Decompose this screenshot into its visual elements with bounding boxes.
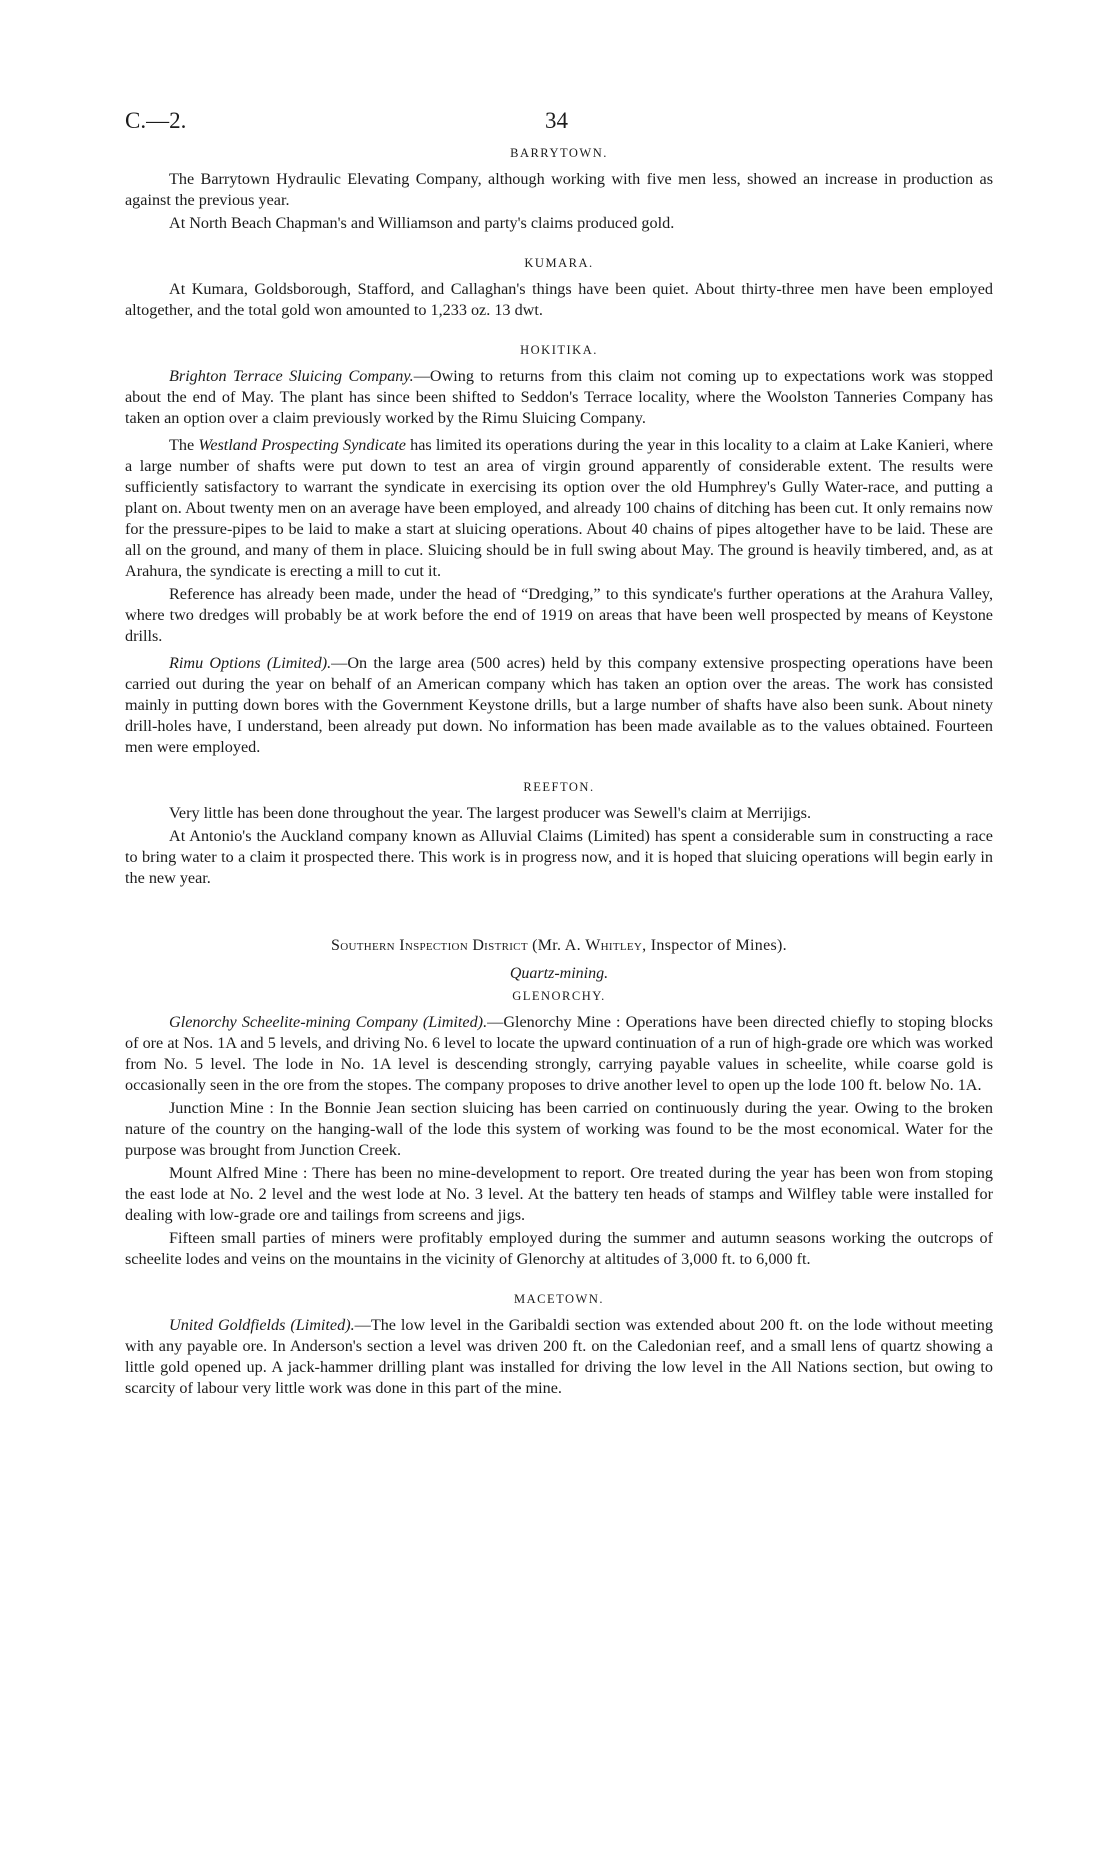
company-name: Glenorchy Scheelite-mining Company (Limited). <box>169 1013 488 1031</box>
paragraph: Mount Alfred Mine : There has been no mine-development to report. Ore treated during the year has been won from stoping the east lode at No. 2 level and the west lode at No. 3 level. At the battery ten heads of stamps and Wilfley table were installed for dealing with low-grade ore and tailings from screens and jigs. <box>125 1164 993 1224</box>
paragraph: The Barrytown Hydraulic Elevating Company, although working with five men less, showed an increase in production as against the previous year. <box>125 170 993 209</box>
paragraph: Fifteen small parties of miners were profitably employed during the summer and autumn seasons working the outcrops of scheelite lodes and veins on the mountains in the vicinity of Glenorchy at altitudes of 3,000 ft. to 6,000 ft. <box>125 1229 993 1268</box>
paragraph: The Westland Prospecting Syndicate has limited its operations during the year in this locality to a claim at Lake Kanieri, where a large number of shafts were put down to test an area of virgin ground apparently of considerable extent. The results were sufficiently satisfactory to warrant the syndicate in exercising its option over the old Humphrey's Gully Water-race, and putting a plant on. About twenty men on an average have been employed, and already 100 chains of ditching has been cut. It only remains now for the pressure-pipes to be laid to make a start at sluicing operations. About 40 chains of pipes altogether have to be laid. These are all on the ground, and many of them in place. Sluicing should be in full swing about May. The ground is heavily timbered, and, as at Arahura, the syndicate is erecting a mill to cut it. <box>125 436 994 580</box>
section-heading-macetown: MACETOWN. <box>513 1292 604 1306</box>
paragraph: At North Beach Chapman's and Williamson and party's claims produced gold. <box>169 214 675 232</box>
section-heading-reefton: REEFTON. <box>523 780 595 794</box>
paragraph: Very little has been done throughout the year. The largest producer was Sewell's claim at Merrijigs. <box>169 804 811 822</box>
paragraph: Junction Mine : In the Bonnie Jean section sluicing has been carried on continuously during the year. Owing to the broken nature of the country on the hanging-wall of the lode this system of working was found to be the most economical. Water for the purpose was brought from Junction Creek. <box>125 1099 993 1159</box>
company-name: Westland Prospecting Syndicate <box>198 436 406 454</box>
document-page <box>125 108 993 1401</box>
paragraph: Reference has already been made, under the head of “Dredging,” to this syndicate's further operations at the Arahura Valley, where two dredges will probably be at work before the end of 1919 on areas that have been well prospected by means of Keystone drills. <box>125 585 993 645</box>
company-name: Rimu Options (Limited). <box>169 654 332 672</box>
paragraph: At Kumara, Goldsborough, Stafford, and Callaghan's things have been quiet. About thirty-three men have been employed altogether, and the total gold won amounted to 1,233 oz. 13 dwt. <box>125 280 993 319</box>
paragraph: United Goldfields (Limited).—The low level in the Garibaldi section was extended about 200 ft. on the lode without meeting with any payable ore. In Anderson's section a level was driven 200 ft. on the Caledonian reef, and a small lens of quartz showing a little gold opened up. A jack-hammer drilling plant was installed for driving the low level in the All Nations section, but owing to scarcity of labour very little work was done in this part of the mine. <box>125 1316 993 1397</box>
section-heading-kumara: KUMARA. <box>524 256 594 270</box>
section-heading-barrytown: BARRYTOWN. <box>510 146 608 160</box>
company-name: Brighton Terrace Sluicing Company. <box>169 367 414 385</box>
paragraph: Glenorchy Scheelite-mining Company (Limited).—Glenorchy Mine : Operations have been directed chiefly to stoping blocks of ore at Nos. 1A and 5 levels, and driving No. 6 level to locate the upward continuation of a run of high-grade ore which was worked from No. 5 level. The lode in No. 1A level is descending strongly, carrying payable values in scheelite, while coarse gold is occasionally seen in the ore from the stopes. The company proposes to drive another level to open up the lode 100 ft. below No. 1A. <box>125 1013 993 1094</box>
paragraph: Brighton Terrace Sluicing Company.—Owing to returns from this claim not coming up to expectations work was stopped about the end of May. The plant has since been shifted to Seddon's Terrace locality, where the Woolston Tanneries Company has taken an option over a claim previously worked by the Rimu Sluicing Company. <box>125 367 993 427</box>
company-name: United Goldfields (Limited). <box>169 1316 355 1334</box>
paragraph: At Antonio's the Auckland company known as Alluvial Claims (Limited) has spent a considerable sum in constructing a race to bring water to a claim it prospected there. This work is in progress now, and it is hoped that sluicing operations will begin early in the new year. <box>125 827 993 887</box>
paper-reference: C.—2. <box>125 108 187 133</box>
paragraph: Rimu Options (Limited).—On the large area (500 acres) held by this company extensive prospecting operations have been carried out during the year on behalf of an American company which has taken an option over the areas. The work has consisted mainly in putting down bores with the Government Keystone drills, but a large number of shafts have also been sunk. About ninety drill-holes have, I understand, been already put down. No information has been made available as to the values obtained. Fourteen men were employed. <box>125 654 993 756</box>
section-heading-glenorchy: GLENORCHY. <box>512 989 606 1003</box>
running-header <box>125 108 993 142</box>
section-heading-hokitika: HOKITIKA. <box>520 343 598 357</box>
district-heading: Southern Inspection District (Mr. A. Whitley, Inspector of Mines). <box>331 937 787 954</box>
page-number: 34 <box>545 108 568 133</box>
subheading-quartz-mining: Quartz-mining. <box>509 965 609 982</box>
